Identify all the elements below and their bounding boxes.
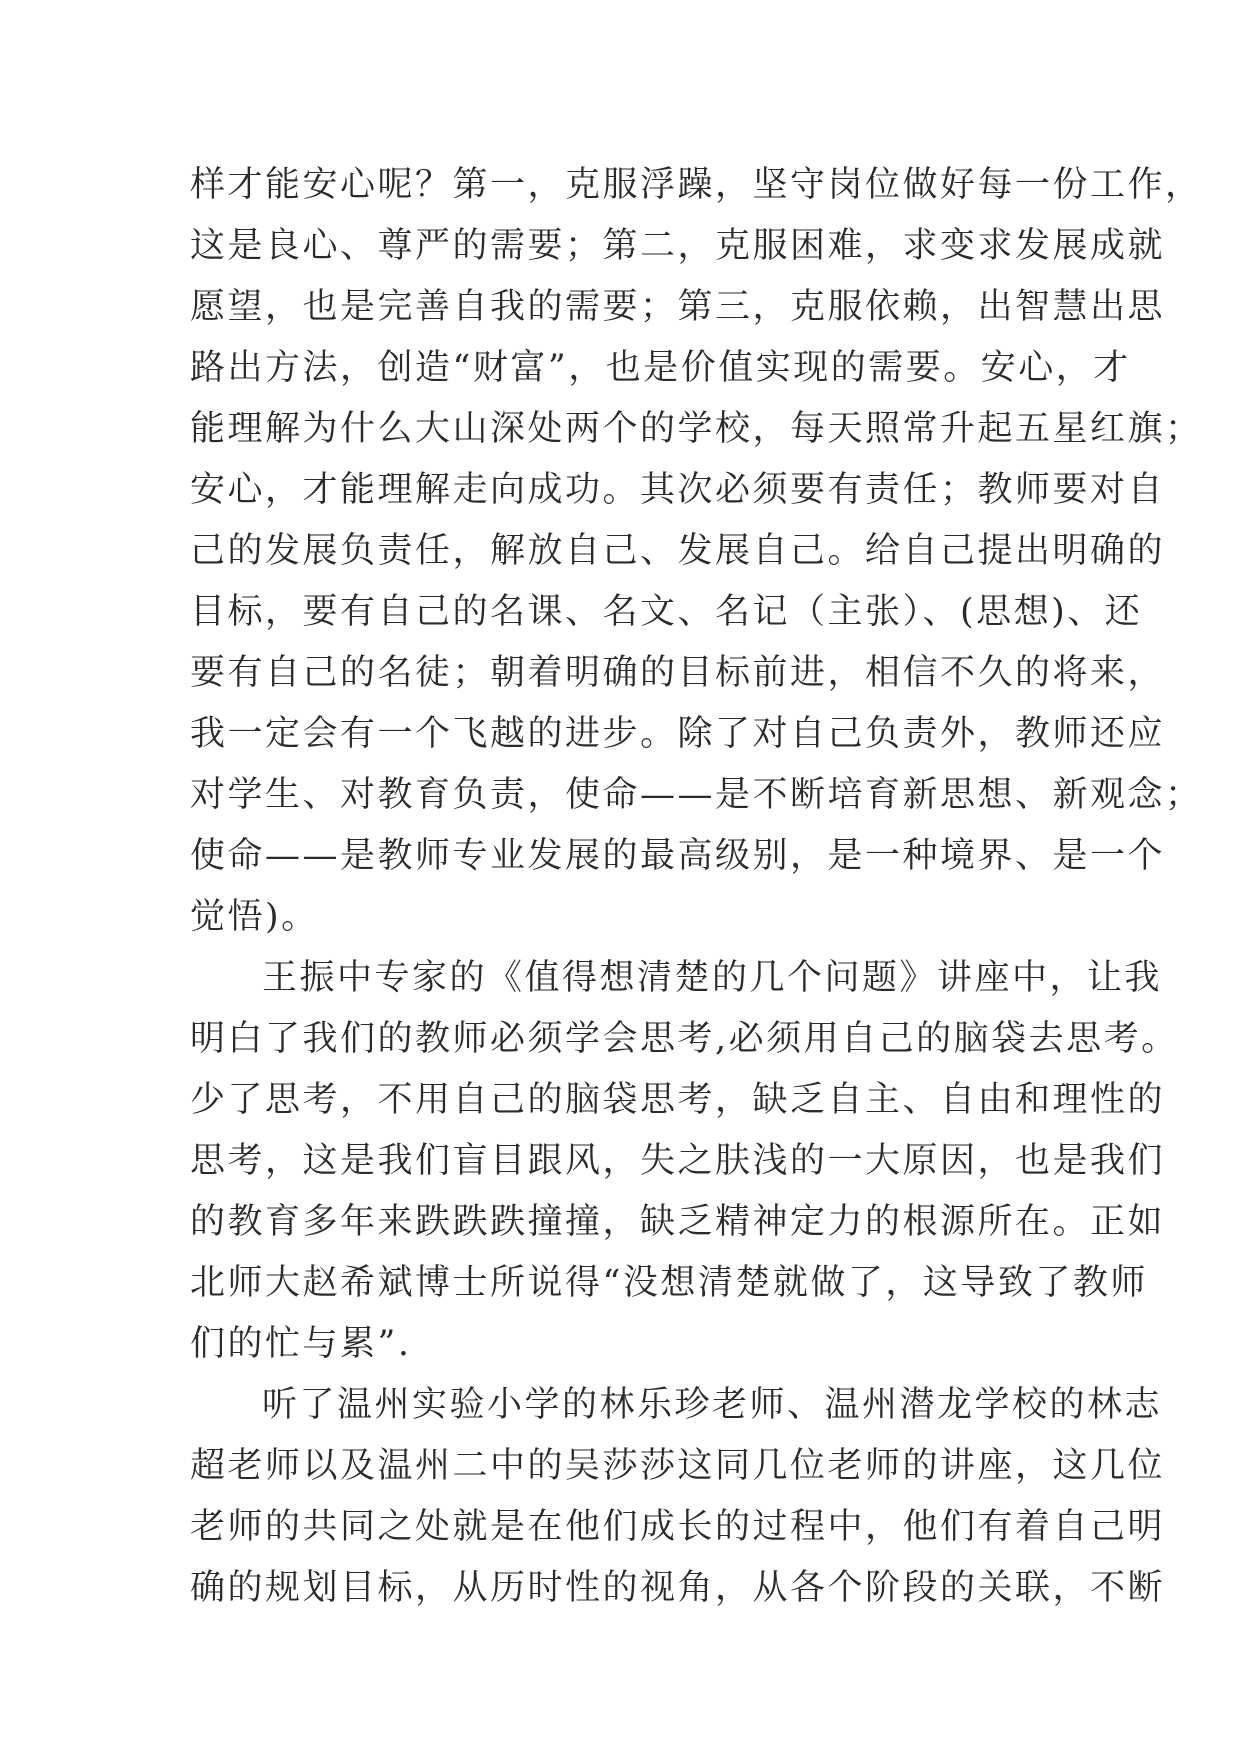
text-line: 这是良心、尊严的需要；第二，克服困难，求变求发展成就	[190, 226, 1166, 266]
body-text	[190, 155, 1203, 1619]
text-line: 目标，要有自己的名课、名文、名记（主张）、(思想)、还	[190, 592, 1143, 632]
text-line: 确的规划目标，从历时性的视角，从各个阶段的关联，不断	[190, 1568, 1166, 1608]
text-line: 的教育多年来跌跌跌撞撞，缺乏精神定力的根源所在。正如	[190, 1202, 1166, 1242]
text-line: 老师的共同之处就是在他们成长的过程中，他们有着自己明	[190, 1507, 1166, 1547]
text-line: 愿望，也是完善自我的需要；第三，克服依赖，出智慧出思	[190, 287, 1166, 327]
text-line: 能理解为什么大山深处两个的学校，每天照常升起五星红旗；	[190, 409, 1203, 449]
paragraph-2	[190, 948, 1179, 1375]
text-line: 使命——是教师专业发展的最高级别，是一种境界、是一个	[190, 836, 1166, 876]
text-line: 对学生、对教育负责，使命——是不断培育新思想、新观念；	[190, 775, 1203, 815]
text-line: 王振中专家的《值得想清楚的几个问题》讲座中，让我	[262, 958, 1163, 998]
text-line: 要有自己的名徒；朝着明确的目标前进，相信不久的将来，	[190, 653, 1166, 693]
text-line: 觉悟)。	[190, 897, 319, 937]
paragraph-1	[190, 155, 1203, 948]
paragraph-3	[190, 1375, 1166, 1619]
text-line: 样才能安心呢？第一，克服浮躁，坚守岗位做好每一份工作，	[190, 165, 1203, 205]
text-line: 少了思考，不用自己的脑袋思考，缺乏自主、自由和理性的	[190, 1080, 1166, 1120]
text-line: 超老师以及温州二中的吴莎莎这同几位老师的讲座，这几位	[190, 1446, 1166, 1486]
text-line: 思考，这是我们盲目跟风，失之肤浅的一大原因，也是我们	[190, 1141, 1166, 1181]
text-line: 路出方法，创造“财富”，也是价值实现的需要。安心，才	[190, 348, 1131, 388]
text-line: 安心，才能理解走向成功。其次必须要有责任；教师要对自	[190, 470, 1166, 510]
text-line: 我一定会有一个飞越的进步。除了对自己负责外，教师还应	[190, 714, 1166, 754]
text-line: 明白了我们的教师必须学会思考,必须用自己的脑袋去思考。	[190, 1019, 1179, 1059]
text-line: 听了温州实验小学的林乐珍老师、温州潜龙学校的林志	[262, 1385, 1163, 1425]
text-line: 己的发展负责任，解放自己、发展自己。给自己提出明确的	[190, 531, 1166, 571]
text-line: 们的忙与累”.	[190, 1324, 412, 1364]
text-line: 北师大赵希斌博士所说得“没想清楚就做了，这导致了教师	[190, 1263, 1148, 1303]
